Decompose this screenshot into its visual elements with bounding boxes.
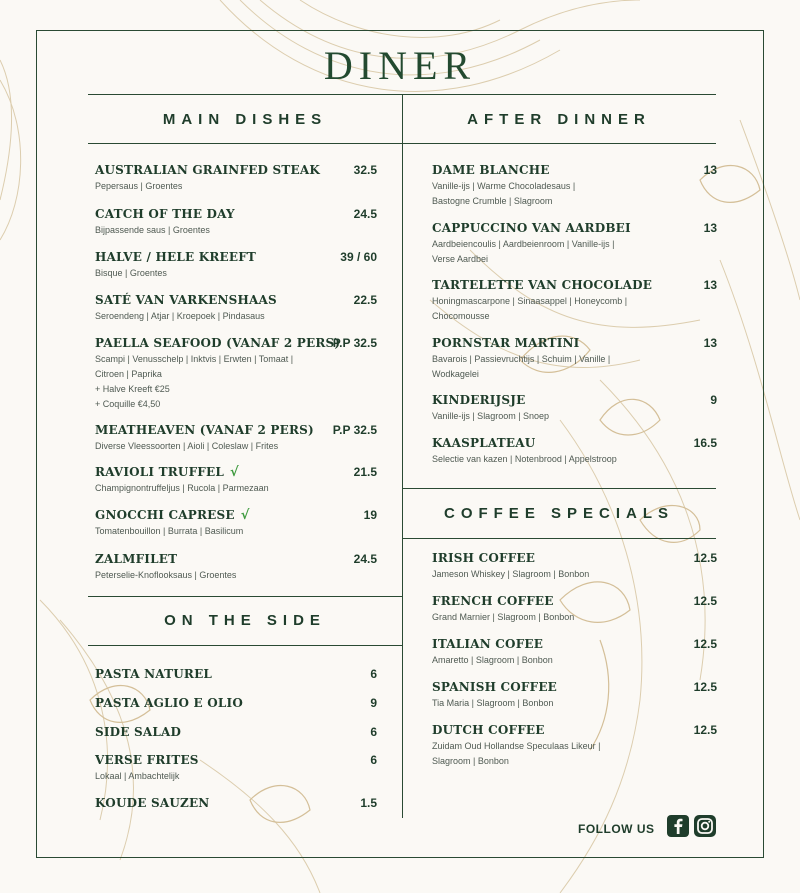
item-price: 13 (703, 221, 717, 235)
vegetarian-icon: √ (230, 465, 239, 480)
menu-item (432, 163, 717, 209)
item-description: Bijpassende saus | Groentes (95, 225, 210, 235)
side-top-divider (88, 596, 402, 597)
item-name (95, 508, 377, 523)
facebook-icon[interactable] (667, 815, 689, 837)
item-description: Honingmascarpone | Sinaasappel | Honeycomb | Chocomousse (432, 296, 628, 321)
menu-item (432, 637, 717, 668)
item-description: Peterselie-Knoflooksaus | Groentes (95, 570, 237, 580)
coffee-specials-heading: COFFEE SPECIALS (443, 505, 675, 522)
item-name: SIDE SALAD (95, 725, 182, 739)
item-description: Amaretto | Slagroom | Bonbon (432, 655, 553, 665)
menu-item (432, 278, 717, 324)
follow-us-label: FOLLOW US (578, 822, 655, 836)
item-name: TARTELETTE VAN CHOCOLADE (432, 278, 653, 292)
menu-item (432, 594, 717, 625)
item-price: 6 (370, 753, 377, 767)
item-name: CATCH OF THE DAY (95, 207, 235, 221)
item-description: Tomatenbouillon | Burrata | Basilicum (95, 526, 244, 536)
item-price: 12.5 (693, 680, 717, 694)
menu-item (95, 696, 377, 711)
item-price: 22.5 (353, 293, 377, 307)
vegetarian-icon: √ (240, 508, 250, 523)
item-name: CAPPUCCINO VAN AARDBEI (432, 221, 631, 235)
menu-item (432, 221, 717, 267)
column-divider (402, 94, 403, 818)
item-name: SPANISH COFFEE (432, 680, 558, 694)
side-bottom-divider (88, 645, 402, 646)
after-dinner-heading: AFTER DINNER (467, 111, 651, 128)
item-description: Lokaal | Ambachtelijk (95, 771, 180, 781)
item-price: 13 (703, 278, 717, 292)
item-price: 24.5 (353, 552, 377, 566)
item-name: KOUDE SAUZEN (95, 796, 210, 810)
menu-item (95, 293, 377, 324)
item-description: Jameson Whiskey | Slagroom | Bonbon (432, 569, 590, 579)
menu-item (432, 551, 717, 582)
menu-item (95, 508, 377, 539)
item-name: KINDERIJSJE (432, 393, 526, 407)
item-description: Bavarois | Passievruchtijs | Schuim | Vanille | Wodkagelei (432, 354, 611, 379)
item-price: P.P 32.5 (332, 423, 377, 437)
item-name: DAME BLANCHE (432, 163, 550, 177)
menu-item (432, 723, 717, 769)
item-price: 12.5 (693, 594, 717, 608)
item-description: Diverse Vleessoorten | Aioli | Coleslaw | Frites (95, 441, 279, 451)
menu-item (95, 207, 377, 238)
item-description: Scampi | Venusschelp | Inktvis | Erwten | Tomaat | Citroen | Paprika + Halve Kreeft €25 + Coquille €4,50 (95, 354, 294, 409)
item-price: 9 (710, 393, 717, 407)
item-description: Zuidam Oud Hollandse Speculaas Likeur | Slagroom | Bonbon (432, 741, 601, 766)
menu-item (95, 552, 377, 583)
item-name: PAELLA SEAFOOD (VANAF 2 PERS) (95, 336, 341, 350)
item-description: Aardbeiencoulis | Aardbeienroom | Vanille-ijs | Verse Aardbei (432, 239, 615, 264)
main-dishes-heading: MAIN DISHES (162, 111, 328, 128)
page-title: DINER (323, 43, 477, 88)
item-price: 12.5 (693, 723, 717, 737)
item-price: 16.5 (693, 436, 717, 450)
menu-item (95, 725, 377, 740)
item-name: HALVE / HELE KREEFT (95, 250, 257, 264)
item-price: 24.5 (353, 207, 377, 221)
item-price: 39 / 60 (340, 250, 377, 264)
item-description: Vanille-ijs | Slagroom | Snoep (432, 411, 550, 421)
item-name: DUTCH COFFEE (432, 723, 545, 737)
item-name: VERSE FRITES (95, 753, 199, 767)
item-name-text: GNOCCHI CAPRESE (95, 508, 235, 522)
menu-item (95, 753, 377, 784)
menu-item (432, 680, 717, 711)
item-name: ITALIAN COFEE (432, 637, 544, 651)
menu-item (432, 393, 717, 424)
item-description: Champignontruffeljus | Rucola | Parmezaan (95, 483, 269, 493)
item-name: IRISH COFFEE (432, 551, 536, 565)
item-price: 6 (370, 667, 377, 681)
item-price: 21.5 (353, 465, 377, 479)
menu-item (95, 163, 377, 194)
item-name: SATÉ VAN VARKENSHAAS (95, 293, 277, 307)
menu-item (95, 667, 377, 682)
menu-item (95, 796, 377, 811)
menu-item (95, 336, 377, 412)
item-description: Selectie van kazen | Notenbrood | Appelstroop (432, 454, 617, 464)
item-price: P.P 32.5 (332, 336, 377, 350)
item-description: Bisque | Groentes (95, 268, 167, 278)
item-price: 1.5 (360, 796, 377, 810)
item-price: 12.5 (693, 637, 717, 651)
item-name: PASTA NATUREL (95, 667, 213, 681)
item-name: PASTA AGLIO E OLIO (95, 696, 244, 710)
menu-item (95, 250, 377, 281)
item-price: 6 (370, 725, 377, 739)
item-description: Grand Marnier | Slagroom | Bonbon (432, 612, 575, 622)
item-name: MEATHEAVEN (VANAF 2 PERS) (95, 423, 314, 437)
menu-item (95, 423, 377, 454)
item-name-text: RAVIOLI TRUFFEL (95, 465, 225, 479)
menu-item (95, 465, 377, 496)
item-price: 13 (703, 336, 717, 350)
item-name: FRENCH COFFEE (432, 594, 554, 608)
item-description: Tia Maria | Slagroom | Bonbon (432, 698, 554, 708)
instagram-icon[interactable] (694, 815, 716, 837)
item-name (95, 465, 377, 480)
item-name: AUSTRALIAN GRAINFED STEAK (95, 163, 321, 177)
coffee-top-divider (402, 488, 716, 489)
item-name: ZALMFILET (95, 552, 178, 566)
on-the-side-heading: ON THE SIDE (164, 612, 326, 629)
item-description: Pepersaus | Groentes (95, 181, 183, 191)
item-price: 12.5 (693, 551, 717, 565)
item-price: 13 (703, 163, 717, 177)
item-name: PORNSTAR MARTINI (432, 336, 580, 350)
menu-item (432, 436, 717, 467)
item-price: 19 (363, 508, 377, 522)
item-price: 9 (370, 696, 377, 710)
item-description: Seroendeng | Atjar | Kroepoek | Pindasaus (95, 311, 265, 321)
menu-item (432, 336, 717, 382)
item-name: KAASPLATEAU (432, 436, 536, 450)
coffee-bottom-divider (402, 538, 716, 539)
item-description: Vanille-ijs | Warme Chocoladesaus | Bastogne Crumble | Slagroom (432, 181, 576, 206)
item-price: 32.5 (353, 163, 377, 177)
